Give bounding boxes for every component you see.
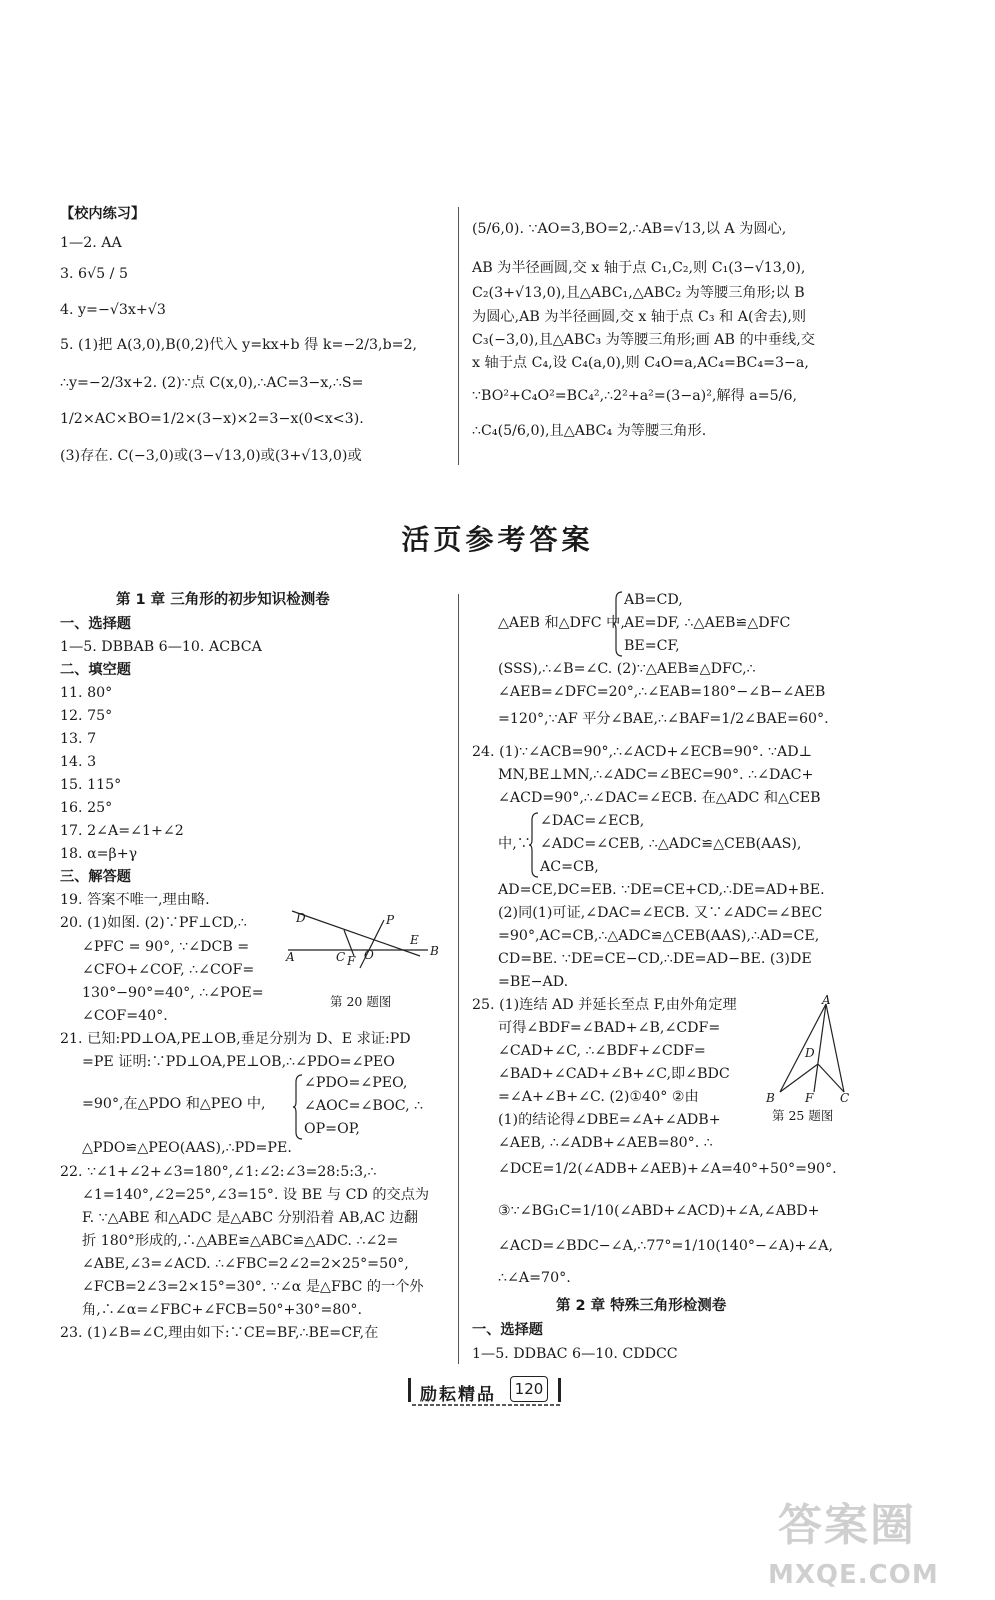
answer-line: 4. y=−√3x+√3 — [60, 302, 166, 318]
brace-line: AE=DF, ∴△AEB≌△DFC — [624, 615, 791, 631]
figure-label: C — [336, 950, 346, 964]
answer-line: ∠ACD=90°,∴∠DAC=∠ECB. 在△ADC 和△CEB — [498, 790, 821, 806]
answer-line: 11. 80° — [60, 685, 113, 701]
answer-line: ∠AEB=∠DFC=20°,∴∠EAB=180°−∠B−∠AEB — [498, 684, 826, 700]
answer-line: ∵BO²+C₄O²=BC₄²,∴2²+a²=(3−a)²,解得 a=5/6, — [472, 388, 797, 404]
answer-line: =120°,∵AF 平分∠BAE,∴∠BAF=1/2∠BAE=60°. — [498, 711, 829, 727]
page-number: 120 — [510, 1376, 548, 1402]
answer-line: ③∵∠BG₁C=1/10(∠ABD+∠ACD)+∠A,∠ABD+ — [498, 1203, 820, 1219]
figure-label: B — [430, 944, 439, 958]
page-title: 活页参考答案 — [401, 523, 594, 556]
answer-line: (2)同(1)可证,∠DAC=∠ECB. 又∵∠ADC=∠BEC — [498, 905, 823, 921]
left-column — [60, 0, 450, 1370]
answer-line: ∠BAD+∠CAD+∠B+∠C,即∠BDC — [498, 1066, 730, 1082]
answer-line: 可得∠BDF=∠BAD+∠B,∠CDF= — [498, 1020, 721, 1036]
answer-line: ∠PFC = 90°, ∵∠DCB = — [82, 939, 250, 955]
section-heading: 一、选择题 — [472, 1322, 543, 1338]
answer-line: AB 为半径画圆,交 x 轴于点 C₁,C₂,则 C₁(3−√13,0), — [472, 260, 806, 276]
brace-line: ∠AOC=∠BOC, ∴ — [304, 1098, 424, 1114]
watermark-title: 答案圈 — [778, 1500, 916, 1551]
column-divider — [458, 207, 459, 465]
answer-line: ∠ABE,∠3=∠ACD. ∴∠FBC=2∠2=2×25°=50°, — [82, 1256, 409, 1272]
answer-line: 14. 3 — [60, 754, 97, 770]
brace-line: ∠PDO=∠PEO, — [304, 1075, 408, 1091]
answer-line: =BE−AD. — [498, 974, 569, 990]
figure-20-diagram — [282, 906, 444, 970]
footer-bar-right — [558, 1378, 561, 1402]
figure-caption: 第 20 题图 — [330, 994, 392, 1009]
answer-line: 24. (1)∵∠ACB=90°,∴∠ACD+∠ECB=90°. ∵AD⊥ — [472, 744, 813, 760]
answer-line: 为圆心,AB 为半径画圆,交 x 轴于点 C₃ 和 A(舍去),则 — [472, 309, 807, 325]
brace-symbol — [529, 812, 539, 878]
answer-line: ∴C₄(5/6,0),且△ABC₄ 为等腰三角形. — [472, 423, 707, 439]
brace-line: BE=CF, — [624, 638, 680, 654]
answer-line: (5/6,0). ∵AO=3,BO=2,∴AB=√13,以 A 为圆心, — [472, 221, 787, 237]
answer-line: 23. (1)∠B=∠C,理由如下:∵CE=BF,∴BE=CF,在 — [60, 1325, 379, 1341]
chapter-title: 第 1 章 三角形的初步知识检测卷 — [116, 592, 330, 608]
brace-line: AB=CD, — [624, 592, 683, 608]
section-heading: 二、填空题 — [60, 662, 131, 678]
answer-line: 16. 25° — [60, 800, 113, 816]
column-divider — [458, 594, 459, 1364]
answer-line: 角,∴∠α=∠FBC+∠FCB=50°+30°=80°. — [82, 1302, 363, 1318]
section-heading: 一、选择题 — [60, 616, 131, 632]
answer-line: ∠CAD+∠C, ∴∠BDF+∠CDF= — [498, 1043, 706, 1059]
figure-label: A — [822, 993, 831, 1007]
answer-line: 1—5. DDBAC 6—10. CDDCC — [472, 1346, 678, 1362]
answer-line: AD=CE,DC=EB. ∵DE=CE+CD,∴DE=AD+BE. — [498, 882, 825, 898]
figure-caption: 第 25 题图 — [772, 1108, 834, 1123]
answer-line: =90°,在△PDO 和△PEO 中, — [82, 1096, 266, 1112]
answer-line: 25. (1)连结 AD 并延长至点 F,由外角定理 — [472, 997, 737, 1013]
answer-line: 19. 答案不唯一,理由略. — [60, 892, 210, 908]
brace-symbol — [293, 1074, 303, 1140]
figure-label: C — [840, 1091, 850, 1105]
answer-line: ∠AEB, ∴∠ADB+∠AEB=80°. ∴ — [498, 1135, 713, 1151]
figure-label: O — [364, 948, 374, 962]
answer-line: (SSS),∴∠B=∠C. (2)∵△AEB≌△DFC,∴ — [498, 661, 756, 677]
section-heading: 三、解答题 — [60, 869, 131, 885]
right-column — [472, 0, 942, 1370]
answer-line: ∠DCE=1/2(∠ADB+∠AEB)+∠A=40°+50°=90°. — [498, 1161, 837, 1177]
figure-label: P — [386, 913, 395, 927]
answer-line: =PE 证明:∵PD⊥OA,PE⊥OB,∴∠PDO=∠PEO — [82, 1054, 395, 1070]
answer-line: 13. 7 — [60, 731, 97, 747]
answer-line: 中,∵ — [498, 836, 531, 852]
answer-line: ∠FCB=2∠3=2×15°=30°. ∵∠α 是△FBC 的一个外 — [82, 1279, 424, 1295]
answer-line: △PDO≌△PEO(AAS),∴PD=PE. — [82, 1140, 292, 1156]
answer-line: ∠ACD=∠BDC−∠A,∴77°=1/10(140°−∠A)+∠A, — [498, 1238, 834, 1254]
answer-line: 12. 75° — [60, 708, 113, 724]
answer-line: 130°−90°=40°, ∴∠POE= — [82, 985, 264, 1001]
page-footer — [400, 1372, 600, 1408]
answer-line: C₂(3+√13,0),且△ABC₁,△ABC₂ 为等腰三角形;以 B — [472, 285, 805, 301]
answer-line: ∴y=−2/3x+2. (2)∵点 C(x,0),∴AC=3−x,∴S= — [60, 375, 364, 391]
figure-label: F — [347, 954, 356, 968]
answer-line: ∠1=140°,∠2=25°,∠3=15°. 设 BE 与 CD 的交点为 — [82, 1187, 430, 1203]
figure-label: B — [766, 1091, 775, 1105]
brace-line: ∠DAC=∠ECB, — [540, 813, 645, 829]
answer-line: 21. 已知:PD⊥OA,PE⊥OB,垂足分别为 D、E 求证:PD — [60, 1031, 411, 1047]
answer-line: CD=BE. ∵DE=CE−CD,∴DE=AD−BE. (3)DE — [498, 951, 812, 967]
answer-line: 15. 115° — [60, 777, 122, 793]
brace-line: AC=CB, — [540, 859, 599, 875]
answer-line: (1)的结论得∠DBE=∠A+∠ADB+ — [498, 1112, 721, 1128]
chapter-title: 第 2 章 特殊三角形检测卷 — [556, 1298, 727, 1314]
watermark — [760, 1500, 990, 1595]
answer-line: 22. ∵∠1+∠2+∠3=180°,∠1:∠2:∠3=28:5:3,∴ — [60, 1164, 377, 1180]
answer-line: (3)存在. C(−3,0)或(3−√13,0)或(3+√13,0)或 — [60, 448, 362, 464]
footer-underline — [412, 1403, 562, 1407]
answer-line: =90°,AC=CB,∴△ADC≌△CEB(AAS),∴AD=CE, — [498, 928, 820, 944]
answer-line: F. ∵△ABE 和△ADC 是△ABC 分别沿着 AB,AC 边翻 — [82, 1210, 419, 1226]
answer-line: 折 180°形成的,∴△ABE≌△ABC≌△ADC. ∴∠2= — [82, 1233, 399, 1249]
figure-label: F — [805, 1091, 814, 1105]
answer-line: =∠A+∠B+∠C. (2)①40° ②由 — [498, 1089, 699, 1105]
answer-line: ∠CFO+∠COF, ∴∠COF= — [82, 962, 255, 978]
section-heading: 【校内练习】 — [60, 206, 146, 222]
figure-label: A — [286, 950, 295, 964]
footer-bar-left — [408, 1378, 411, 1402]
answer-line: 3. 6√5 / 5 — [60, 266, 128, 282]
answer-line: ∴∠A=70°. — [498, 1270, 571, 1286]
figure-label: E — [410, 933, 419, 947]
brace-line: ∠ADC=∠CEB, ∴△ADC≌△CEB(AAS), — [540, 836, 802, 852]
answer-line: x 轴于点 C₄,设 C₄(a,0),则 C₄O=a,AC₄=BC₄=3−a, — [472, 355, 809, 371]
answer-line: 1—5. DBBAB 6—10. ACBCA — [60, 639, 262, 655]
answer-line: MN,BE⊥MN,∴∠ADC=∠BEC=90°. ∴∠DAC+ — [498, 767, 814, 783]
watermark-domain: MXQE.COM — [768, 1560, 939, 1590]
brace-line: OP=OP, — [304, 1121, 360, 1137]
answer-line: C₃(−3,0),且△ABC₃ 为等腰三角形;画 AB 的中垂线,交 — [472, 332, 815, 348]
answer-line: 17. 2∠A=∠1+∠2 — [60, 823, 184, 839]
brace-symbol — [613, 591, 623, 657]
answer-line: 1—2. AA — [60, 235, 122, 251]
answer-line: △AEB 和△DFC 中, — [498, 615, 625, 631]
footer-brand: 励耘精品 — [420, 1385, 496, 1405]
answer-line: ∠COF=40°. — [82, 1008, 168, 1024]
answer-line: 18. α=β+γ — [60, 846, 138, 862]
answer-line: 5. (1)把 A(3,0),B(0,2)代入 y=kx+b 得 k=−2/3,b=2, — [60, 337, 418, 353]
answer-line: 20. (1)如图. (2)∵PF⊥CD,∴ — [60, 915, 247, 931]
figure-label: D — [805, 1046, 815, 1060]
figure-label: D — [296, 911, 306, 925]
answer-line: 1/2×AC×BO=1/2×(3−x)×2=3−x(0<x<3). — [60, 411, 364, 427]
